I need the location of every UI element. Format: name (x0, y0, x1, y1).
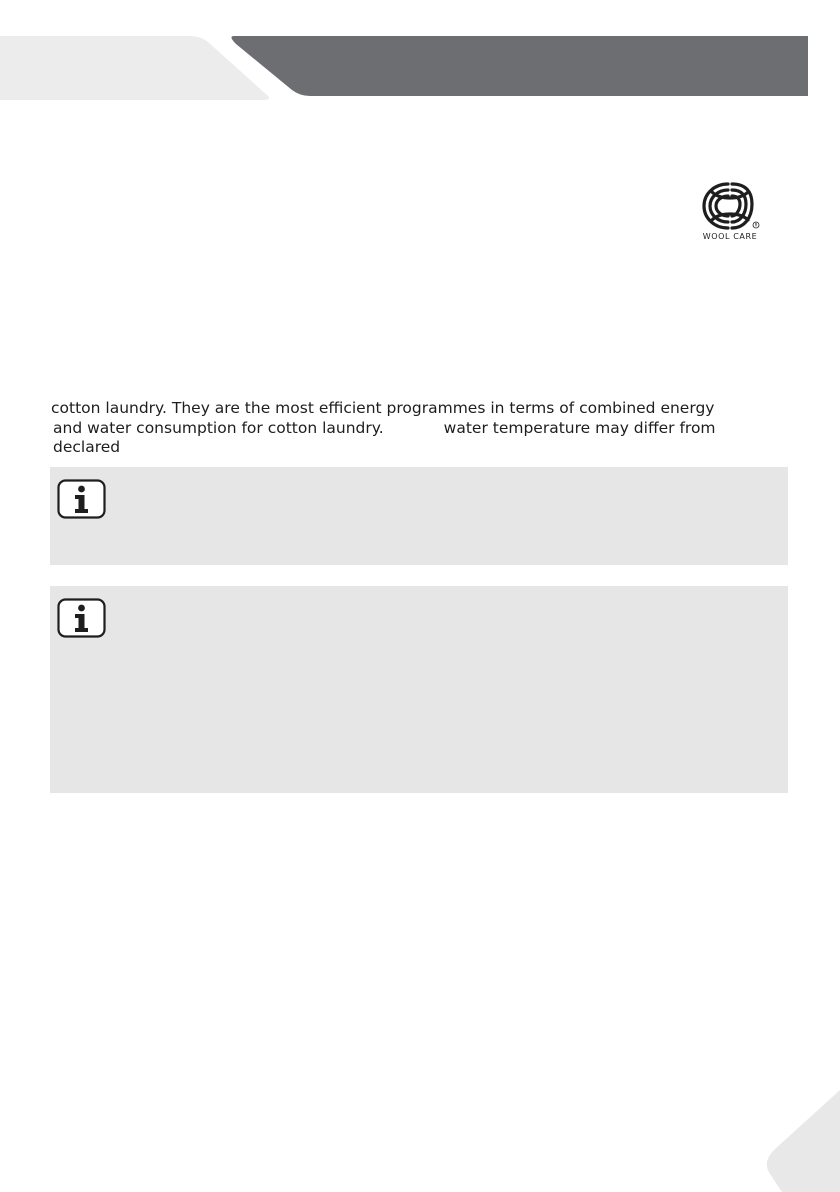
info-icon (57, 598, 106, 638)
info-panel (50, 467, 788, 565)
paragraph-line-part: and water consumption for cotton laundry. (53, 419, 384, 437)
wool-care-caption: WOOL CARE (702, 232, 758, 241)
page-header-band (0, 0, 840, 110)
info-panel (50, 586, 788, 793)
paragraph-line: cotton laundry. They are the most efficient programmes in terms of combined energy (51, 399, 715, 417)
wool-care-logo (690, 178, 770, 258)
info-icon (57, 479, 106, 519)
wool-care-icon (690, 178, 770, 238)
svg-text:R: R (754, 222, 758, 228)
paragraph-line-part: water temperature may differ from (443, 419, 716, 437)
paragraph-line (53, 419, 763, 438)
header-dark-band (231, 36, 808, 96)
paragraph-line: declared (53, 438, 121, 456)
header-decoration (0, 0, 840, 110)
page-corner-tab (762, 1090, 840, 1192)
header-light-tab (0, 36, 269, 100)
